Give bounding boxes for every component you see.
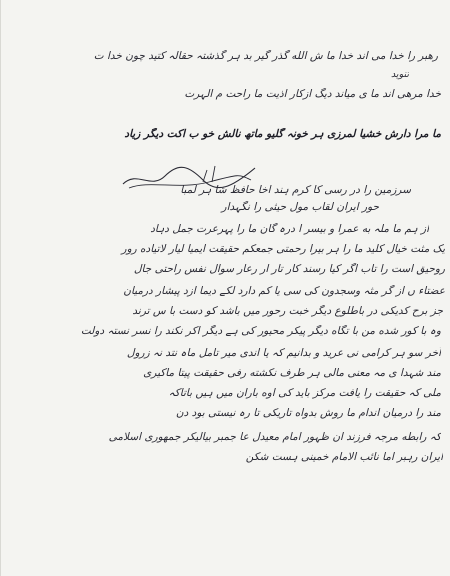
text-line: وہ با کور شده من با تگاه دیگر پیکر محیور کی ہے دیگر اکر نکند را نسر نستہ دولت [80, 325, 441, 337]
text-line: از ہم ما ملہ به عمرا و بیسر ا درہ گان ما را پہرعرت جمل دہاد [150, 223, 429, 235]
text-line: خدا مرهی اند ما ی میاند دیگ ازکار اذیت ما راحت م الہرت [184, 88, 441, 100]
text-line: ایران رہبر اما نائب الامام خمینی ہست شکن [245, 451, 443, 463]
text-line: روحیق است را تاب اگر کیا رسند کار تار ار رعار سوال نفس راحتی جال [133, 263, 445, 275]
text-line: کہ رابطه مرجہ فرزند ان ظہور امام معیدل عا جمبر بیالیکر جمهوری اسلامی [108, 431, 441, 443]
text-line: جز برح کدیکی در باطلوع دیگر خبت رحور میں باشد کو دست با س ترند [132, 305, 443, 317]
text-line: آخر سو ہر کرامی نی عرید و بدانیم کہ یا اندی میر تامل ماہ نتد نہ زرول [126, 347, 441, 359]
text-insertion: تنوید [390, 69, 409, 80]
text-line: رهبر را خدا می اند خدا ما ش الله گذر گیر بد ہر گذشتہ حقالہ کتید چون خدا ت [93, 50, 438, 62]
text-line: ملی کہ حقیقت را یافت مرکز باید کی اوه باران میں ہیں باتاکہ [168, 387, 441, 399]
text-line: ما مرا دارش خشیا لمرزی ہر خونہ گلیو ماتھ نالش خو ب اکت دیگر زیاد [124, 128, 441, 140]
text-line: مند را درمیان اندام ما روش بدواه تاریکی تا رہ نیستی بود دن [175, 407, 441, 419]
text-line: عضتاء ں از گر مثہ وسجدون کی سی یا کم دارد لکے دیما ازد پیشار درمیان [123, 285, 445, 297]
text-line: یک مثت خیال کلید ما را ہر بیرا رحمتی جمعکم حقیقت ایمیا لیار لاتیاده رور [121, 243, 445, 255]
text-line: حور ایران لقاب مول حیثی را نگہدار [221, 201, 379, 213]
text-line: سرزمین را در رسی کا کرم ہند اخا حافظ شا ہر لمبا [180, 184, 411, 196]
text-line: مند شہدا ی مہ معنی مالی ہر طرف نکشته رفی حقیقت پیتا ماکیری [143, 367, 441, 379]
